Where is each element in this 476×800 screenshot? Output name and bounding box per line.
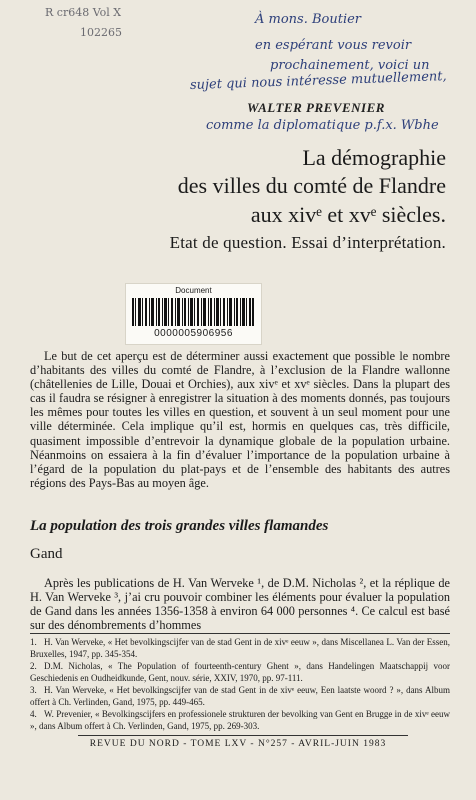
footnote: 2. D.M. Nicholas, « The Population of fourteenth-century Ghent », dans Handelingen Maatschappij voor Geschiedenis en Oudheidkunde, Gent, nouv. série, XXIV, 1970, pp. 97-111. [30, 661, 450, 683]
footnote: 3. H. Van Werveke, « Het bevolkingscijfer van de stad Gent in de xivᵉ eeuw, Een laatste woord ? », dans Album offert à Ch. Verlinden, Gand, 1975, pp. 449-465. [30, 685, 450, 707]
dedication-line: prochainement, voici un [270, 58, 430, 73]
barcode-icon [132, 298, 254, 326]
barcode-sticker [125, 283, 262, 345]
subtitle: Etat de question. Essai d’interprétation. [169, 233, 446, 252]
pencil-reference: R cr648 Vol X [45, 6, 122, 19]
body-paragraph: Après les publications de H. Van Werveke ¹, de D.M. Nicholas ², et la réplique de H. Van Werveke ³, j’ai cru pouvoir combiner les éléments pour évaluer la population de Gand dans les années 1356-1358 à environ 64 000 personnes ⁴. Ce calcul est basé sur des dénombrements d’hommes [30, 576, 450, 633]
title-line-1: La démographie [302, 145, 446, 170]
journal-footer: REVUE DU NORD - TOME LXV - N°257 - AVRIL-JUIN 1983 [89, 739, 387, 749]
title-line-2: des villes du comté de Flandre [177, 173, 446, 198]
footer-divider [78, 735, 408, 736]
intro-paragraph: Le but de cet aperçu est de déterminer aussi exactement que possible le nombre d’habitants des villes du comté de Flandre, à l’exclusion de la Flandre wallonne (châtellenies de Lille, Douai et Orchies), aux xivᵉ et xvᵉ siècles. Dans la plupart des cas il faudra se résigner à enregistrer la situation à des moments donnés, pas toujours les mêmes pour toutes les villes en question, et souvent à un seul moment pour une ville déterminée. Cela implique qu’il est, hormis en quelques cas, très difficile, quasiment impossible d’entrevoir la dynamique globale de la population urbaine. Néanmoins on essaiera à la fin d’évaluer l’importance de la population urbaine à l’égard de la population du plat-pays et de l’ensemble des habitants des autres régions des Pays-Bas au moyen âge. [30, 349, 450, 490]
barcode-label: Document [175, 286, 212, 295]
footnote-divider [30, 633, 450, 634]
dedication-line: comme la diplomatique p.f.x. Wbhe [206, 118, 439, 133]
title-line-3: aux xivᵉ et xvᵉ siècles. [250, 202, 446, 227]
barcode-number: 0000005906956 [154, 328, 233, 339]
dedication-line: sujet qui nous intéresse mutuellement, [189, 69, 447, 93]
footnote: 1. H. Van Werveke, « Het bevolkingscijfer van de stad Gent in de xivᵉ eeuw », dans Miscellanea L. Van der Essen, Bruxelles, 1947, pp. 345-354. [30, 637, 450, 659]
footnote: 4. W. Prevenier, « Bevolkingscijfers en professionele strukturen der bevolking van Gent en Brugge in de xivᵉ eeuw », dans Album offert à Ch. Verlinden, Gand, 1975, pp. 269-303. [30, 709, 450, 731]
dedication-line: en espérant vous revoir [255, 38, 412, 53]
dedication-line: À mons. Boutier [255, 12, 362, 27]
section-heading: La population des trois grandes villes flamandes [30, 518, 329, 534]
pencil-number: 102265 [80, 26, 122, 39]
author-name: WALTER PREVENIER [247, 100, 385, 115]
subsection-heading: Gand [30, 546, 63, 562]
